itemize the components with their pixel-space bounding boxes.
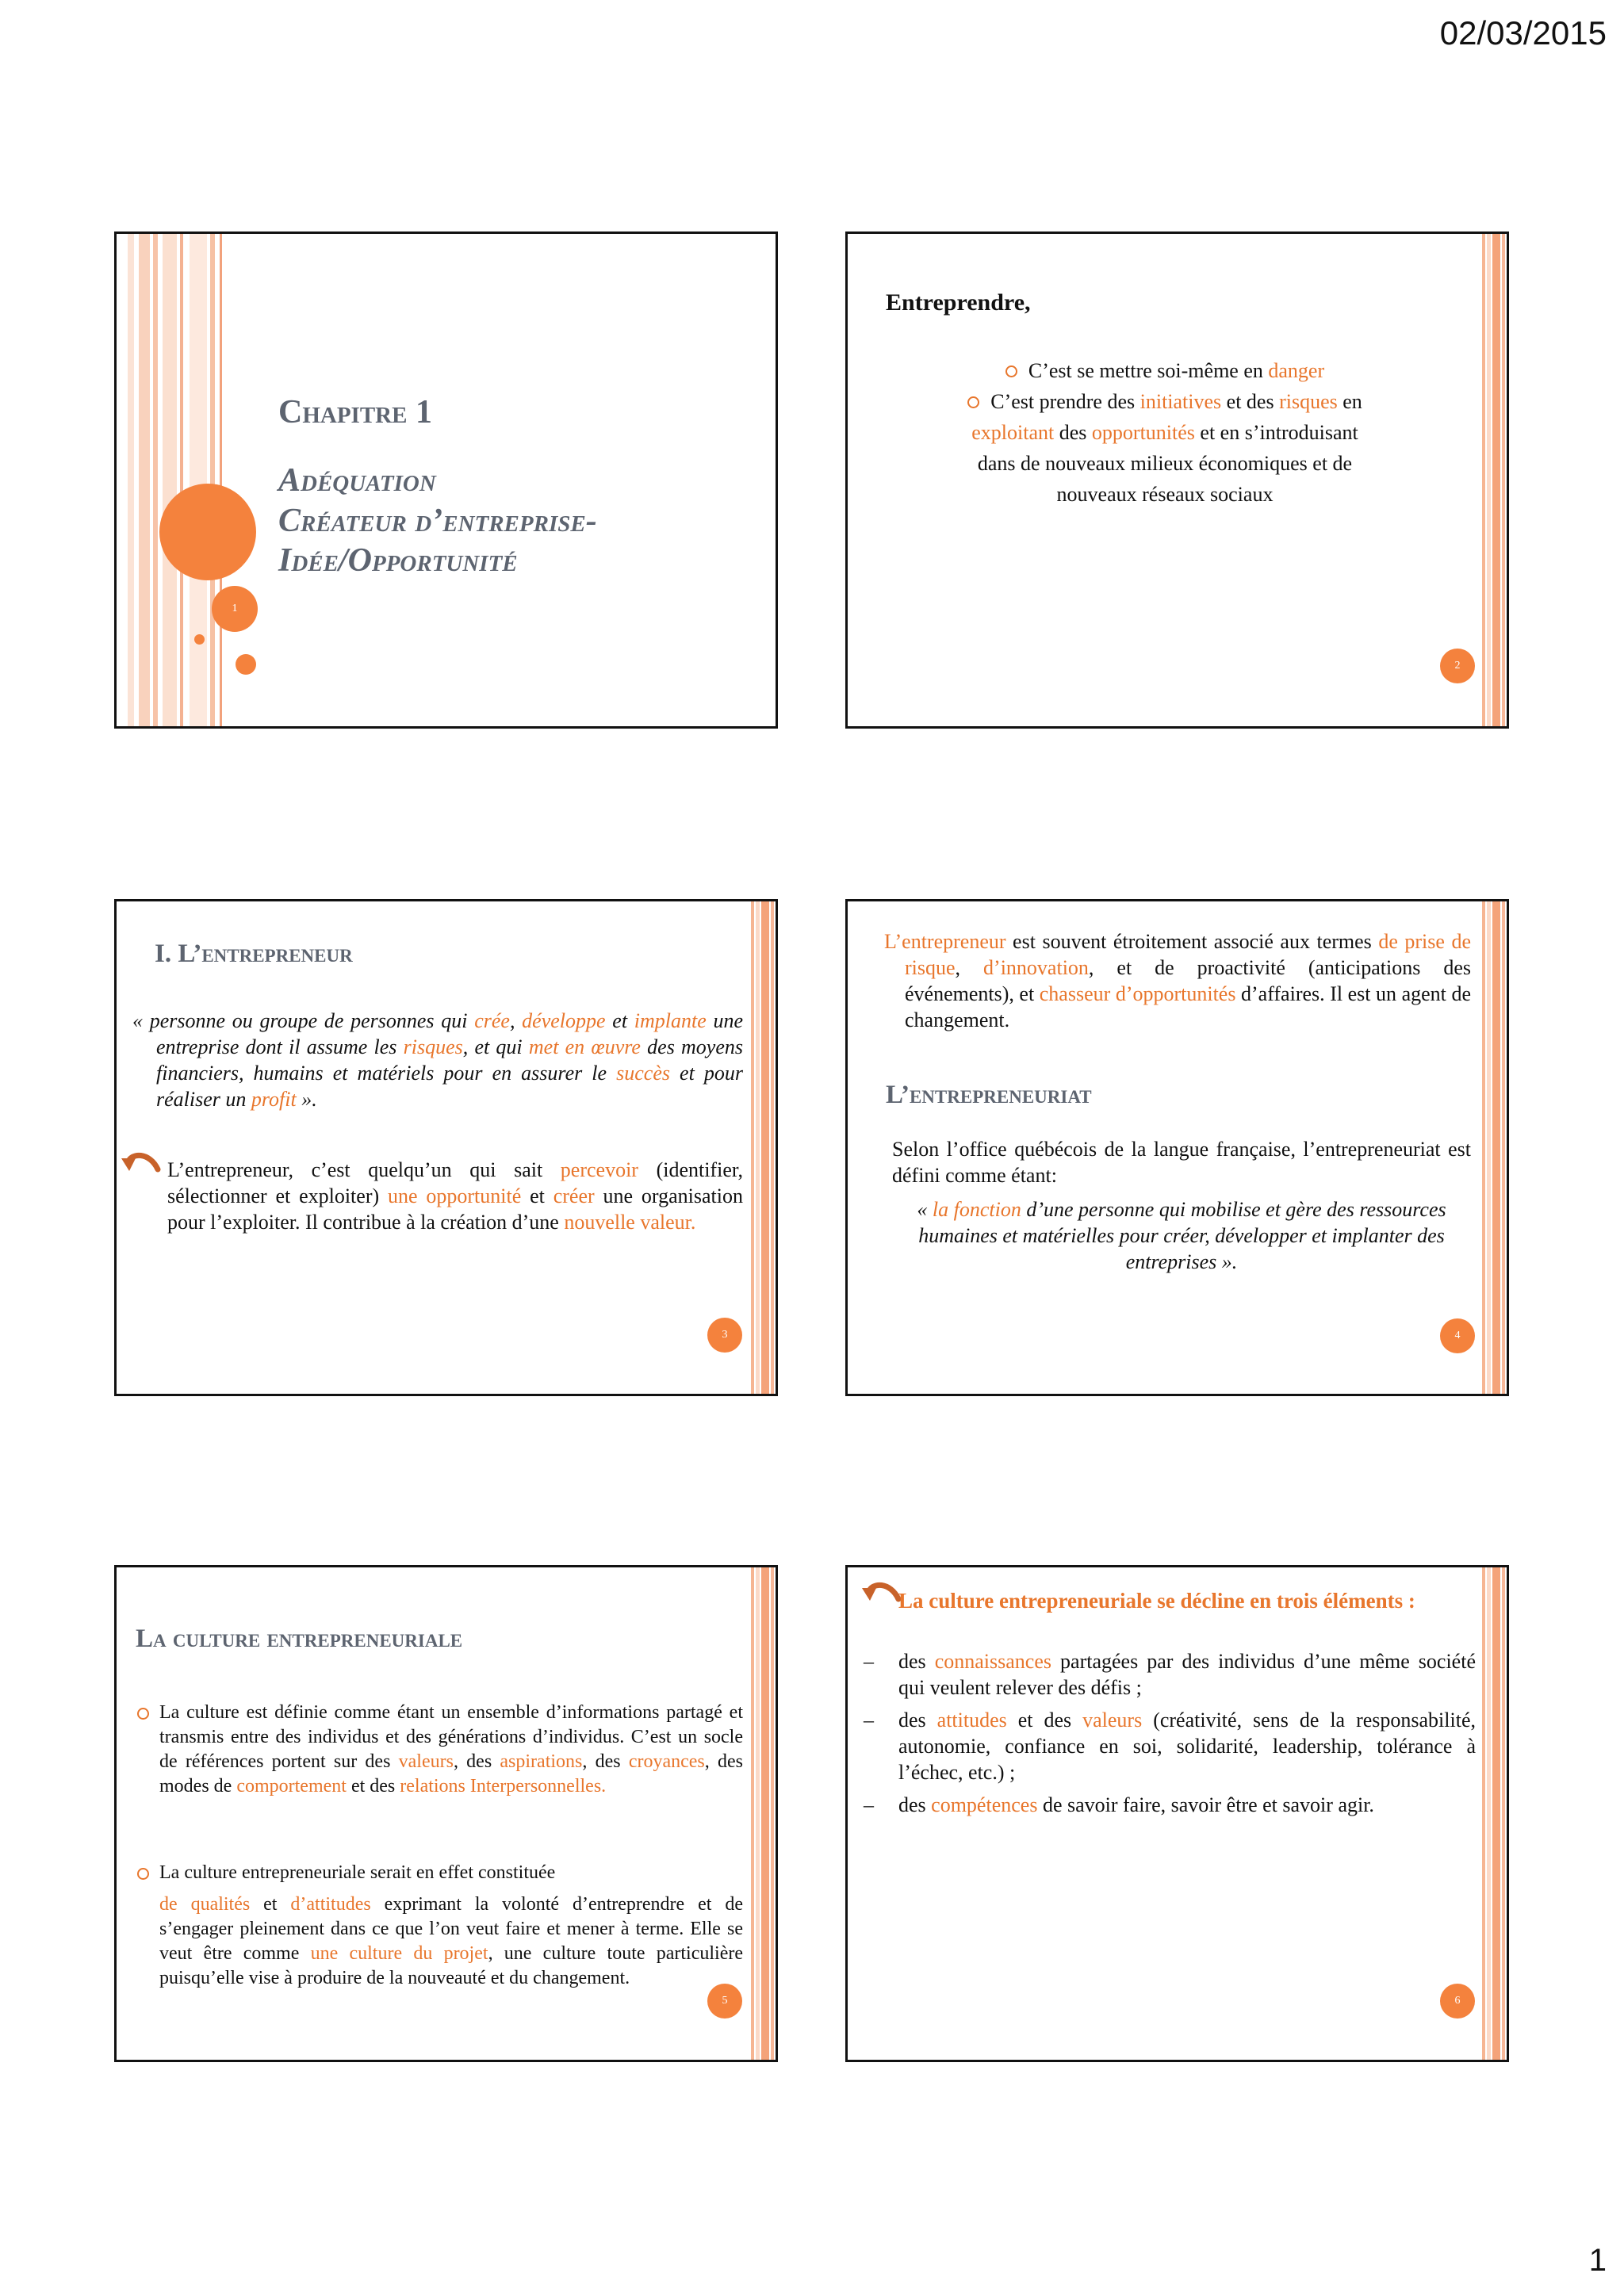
definition-paragraph: Selon l’office québécois de la langue française, l’entrepreneuriat est défini comme étant: [892, 1138, 1471, 1187]
decorative-stripes [1480, 1567, 1507, 2060]
decorative-stripes [117, 234, 236, 726]
body-paragraph: de qualités et d’attitudes exprimant la volonté d’entreprendre et de s’engager pleinement dans ce que l’on veut faire et mener à terme. Elle se veut être comme une culture du projet, une culture toute particulière puisqu’elle vise à produire de la nouveauté et du changement. [159, 1894, 744, 1988]
decorative-circle-small [236, 654, 256, 675]
chapter-subtitle: Adéquation Créateur d’entreprise- Idée/Opportunité [278, 462, 597, 580]
definition-paragraph: L’entrepreneur, c’est quelqu’un qui sait percevoir (identifier, sélectionner et exploiter) une opportunité et créer une organisation pour l’exploiter. Il contribue à la création d’une nouvelle valeur. [167, 1158, 743, 1234]
slide-number-badge: 6 [1440, 1984, 1475, 2019]
slide-heading: I. L’entrepreneur [155, 939, 353, 968]
slide-body [887, 358, 1442, 507]
slide-heading: Entreprendre, [886, 289, 1031, 316]
bullet-item: La culture est définie comme étant un ensemble d’informations partagé et transmis entre des individus et des générations d’individus. C’est un socle de références portent sur des valeurs, des aspirations, des croyances, des modes de comportement et des relations Interpersonnelles. [132, 1701, 743, 1799]
slide-heading: La culture entrepreneuriale [136, 1624, 463, 1653]
bullet-line: dans de nouveaux milieux économiques et de [977, 452, 1353, 475]
intro-paragraph: L’entrepreneur est souvent étroitement associé aux termes de prise de risque, d’innovation, et de proactivité (anticipations des événements), et chasseur d’opportunités d’affaires. Il est un agent de changement. [884, 930, 1472, 1031]
slide-number-badge: 3 [707, 1318, 742, 1353]
section-heading: L’entrepreneuriat [886, 1081, 1092, 1109]
slide-3 [114, 899, 778, 1396]
decorative-circle-small [194, 634, 205, 645]
slide-number-badge: 2 [1440, 649, 1475, 683]
page-number: 1 [1588, 2243, 1607, 2278]
ring-bullet-icon [137, 1868, 149, 1880]
decorative-circle-large [159, 484, 256, 580]
slide-number-badge: 4 [1440, 1318, 1475, 1353]
decorative-stripes [749, 1567, 776, 2060]
curved-arrow-icon [120, 1149, 161, 1177]
bullet-item: C’est se mettre soi-même en danger [887, 358, 1442, 384]
slide-number-badge: 5 [707, 1984, 742, 2019]
slide-heading: La culture entrepreneuriale se décline en trois éléments : [898, 1589, 1415, 1613]
dash-list [864, 1648, 1476, 1818]
slide-number-badge: 1 [212, 586, 258, 632]
page-date: 02/03/2015 [1439, 14, 1607, 52]
list-item: – des attitudes et des valeurs (créativité, sens de la responsabilité, autonomie, confiance en soi, solidarité, leadership, tolérance à l’échec, etc.) ; [864, 1709, 1476, 1784]
curved-arrow-icon [860, 1578, 902, 1607]
decorative-stripes [749, 901, 776, 1394]
slide-1 [114, 232, 778, 729]
bullet-item: C’est prendre des initiatives et des risques en [887, 388, 1442, 415]
bullet-item: La culture entrepreneuriale serait en effet constituée [132, 1861, 743, 1885]
bullet-line: nouveaux réseaux sociaux [1056, 483, 1274, 506]
ring-bullet-icon [137, 1708, 149, 1720]
slide-2 [845, 232, 1509, 729]
ring-bullet-icon [967, 396, 979, 408]
chapter-title: Chapitre 1 [278, 394, 432, 430]
slide-6 [845, 1565, 1509, 2062]
decorative-stripes [1480, 901, 1507, 1394]
slide-4 [845, 899, 1509, 1396]
definition-quote: « la fonction d’une personne qui mobilise et gère des ressources humaines et matérielles pour créer, développer et implanter des entreprises ». [917, 1198, 1446, 1273]
ring-bullet-icon [1005, 365, 1017, 377]
list-item: – des connaissances partagées par des individus d’une même société qui veulent relever des défis ; [864, 1650, 1476, 1699]
slide-5 [114, 1565, 778, 2062]
decorative-stripes [1480, 234, 1507, 726]
bullet-line: exploitant des opportunités et en s’introduisant [971, 421, 1358, 444]
quote-paragraph: « personne ou groupe de personnes qui crée, développe et implante une entreprise dont il assume les risques, et qui met en œuvre des moyens financiers, humains et matériels pour en assurer le succès et pour réaliser un profit ». [132, 1009, 744, 1111]
list-item: – des compétences de savoir faire, savoir être et savoir agir. [864, 1793, 1374, 1816]
slide-title [278, 392, 597, 581]
